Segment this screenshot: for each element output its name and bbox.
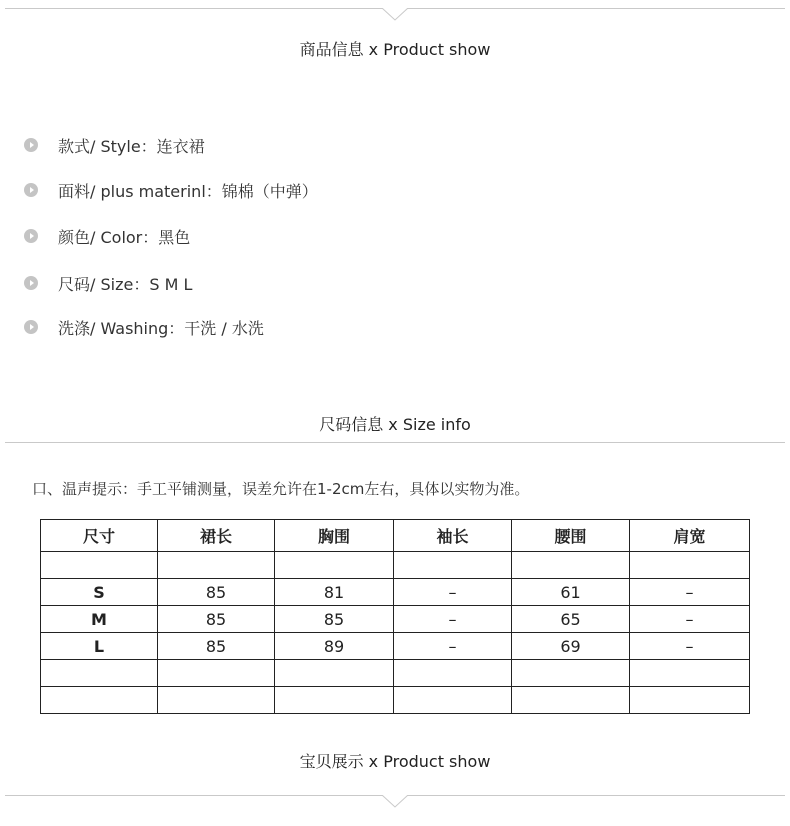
column-header: 腰围 (512, 520, 630, 552)
spec-item-size (24, 271, 192, 295)
size-info-divider (5, 442, 785, 443)
table-cell: – (630, 633, 750, 660)
table-cell: 89 (275, 633, 394, 660)
table-cell (630, 687, 750, 714)
size-table (40, 519, 750, 714)
table-cell (275, 552, 394, 579)
table-cell (158, 660, 275, 687)
table-cell: 85 (158, 633, 275, 660)
table-cell (512, 660, 630, 687)
table-cell: 85 (158, 606, 275, 633)
section-title-product-info: 商品信息 x Product show (299, 40, 491, 59)
column-header: 尺寸 (41, 520, 158, 552)
column-header: 袖长 (394, 520, 512, 552)
spec-item-washing (24, 315, 264, 339)
table-cell (275, 660, 394, 687)
spec-label: 面料/ plus materinl：锦棉（中弹） (58, 181, 318, 201)
spec-label: 尺码/ Size：S M L (58, 274, 193, 294)
table-cell (630, 660, 750, 687)
table-cell (41, 687, 158, 714)
table-cell (512, 552, 630, 579)
table-cell: – (630, 606, 750, 633)
spec-item-material (24, 178, 318, 202)
top-divider-notch (380, 8, 410, 22)
spec-label: 款式/ Style：连衣裙 (58, 136, 205, 156)
table-cell: 81 (275, 579, 394, 606)
table-row (41, 660, 750, 687)
table-cell (512, 687, 630, 714)
spec-item-style (24, 133, 205, 157)
table-cell: 61 (512, 579, 630, 606)
table-cell: M (41, 606, 158, 633)
table-cell (41, 552, 158, 579)
table-row (41, 687, 750, 714)
chevron-right-icon (24, 276, 38, 290)
table-cell: S (41, 579, 158, 606)
spec-label: 颜色/ Color：黑色 (58, 227, 191, 247)
section-title-product-show: 宝贝展示 x Product show (299, 752, 491, 771)
column-header: 裙长 (158, 520, 275, 552)
measurement-note: 口、温声提示：手工平铺测量，误差允许在1-2cm左右，具体以实物为准。 (32, 480, 530, 498)
table-cell: – (394, 579, 512, 606)
table-cell (394, 660, 512, 687)
table-cell: L (41, 633, 158, 660)
table-cell: 65 (512, 606, 630, 633)
table-row (41, 579, 750, 606)
table-cell (158, 687, 275, 714)
table-cell (41, 660, 158, 687)
table-header-row (41, 520, 750, 552)
section-title-size-info: 尺码信息 x Size info (319, 415, 471, 434)
column-header: 肩宽 (630, 520, 750, 552)
chevron-right-icon (24, 320, 38, 334)
table-row (41, 633, 750, 660)
chevron-right-icon (24, 138, 38, 152)
table-cell: 85 (275, 606, 394, 633)
table-row (41, 552, 750, 579)
table-cell (394, 552, 512, 579)
column-header: 胸围 (275, 520, 394, 552)
table-cell (394, 687, 512, 714)
spec-item-color (24, 224, 190, 248)
table-cell (275, 687, 394, 714)
table-cell (158, 552, 275, 579)
table-cell: 69 (512, 633, 630, 660)
table-cell (630, 552, 750, 579)
bottom-divider-notch (380, 795, 410, 809)
table-cell: 85 (158, 579, 275, 606)
table-row (41, 606, 750, 633)
table-cell: – (394, 633, 512, 660)
table-cell: – (630, 579, 750, 606)
spec-label: 洗涤/ Washing：干洗 / 水洗 (58, 318, 264, 338)
chevron-right-icon (24, 183, 38, 197)
chevron-right-icon (24, 229, 38, 243)
table-cell: – (394, 606, 512, 633)
